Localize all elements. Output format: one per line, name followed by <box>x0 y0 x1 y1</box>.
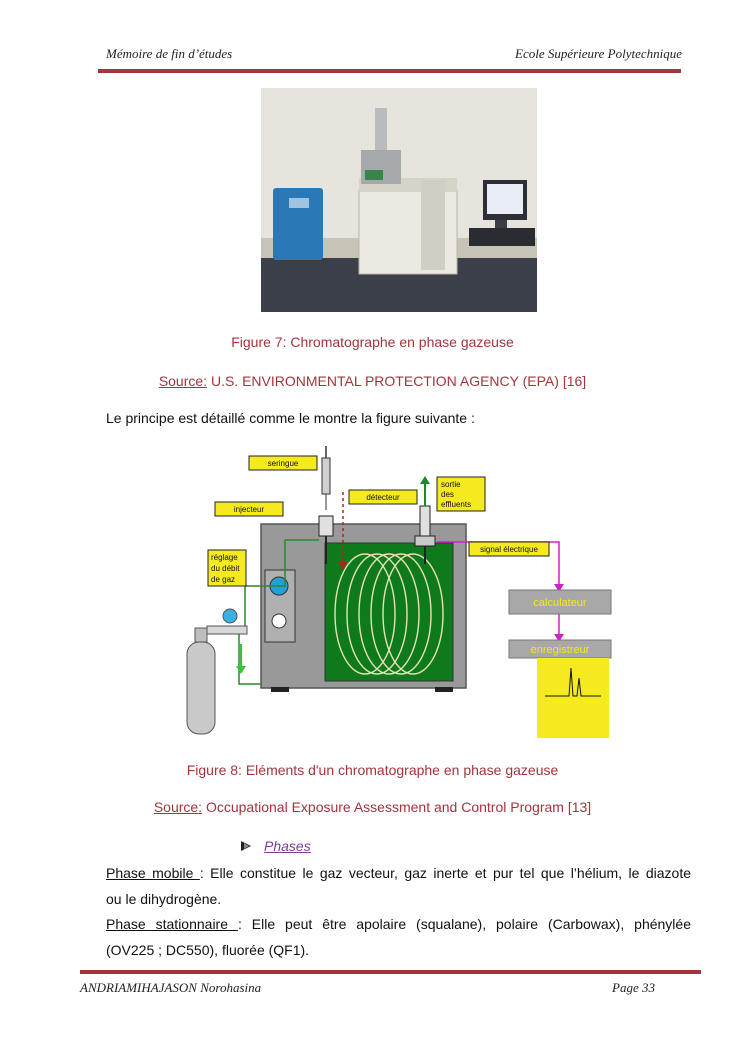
figure8-source-text: Occupational Exposure Assessment and Control Program [13] <box>202 799 592 815</box>
phase-stationnaire-label: Phase stationnaire <box>106 916 238 932</box>
figure7-caption: Figure 7: Chromatographe en phase gazeuse <box>231 334 514 350</box>
header-rule <box>98 69 681 73</box>
label-sortie-3: effluents <box>441 500 472 509</box>
header-left: Mémoire de fin d’études <box>106 46 233 61</box>
figure7-source-text: U.S. ENVIRONMENTAL PROTECTION AGENCY (EPA) [16] <box>207 373 587 389</box>
phase-stationnaire-line2: (OV225 ; DC550), fluorée (QF1). <box>106 942 310 958</box>
figure7-source-label: Source: <box>158 373 208 389</box>
label-calculateur: calculateur <box>533 597 587 609</box>
label-seringue: seringue <box>267 459 299 468</box>
phase-stationnaire-text: : Elle peut être apolaire (squalane), polaire (Carbowax), phénylée <box>237 916 691 932</box>
phase-mobile-line2: ou le dihydrogène. <box>106 891 222 907</box>
label-sortie-2: des <box>441 490 454 499</box>
phase-mobile-label: Phase mobile <box>106 865 200 881</box>
label-reglage-3: de gaz <box>211 575 236 584</box>
chromatograph-photo <box>261 88 537 312</box>
bullet-arrow-icon <box>241 841 253 851</box>
phase-stationnaire-line1 <box>106 911 691 937</box>
label-enregistreur: enregistreur <box>530 644 590 656</box>
label-injecteur: injecteur <box>233 505 265 514</box>
footer-page-number: Page 33 <box>612 980 655 995</box>
label-reglage-2: du débit <box>211 564 240 573</box>
footer-left: ANDRIAMIHAJASON Norohasina <box>80 980 262 995</box>
figure8-source <box>0 799 745 815</box>
label-signal: signal électrique <box>480 545 538 554</box>
footer-rule <box>80 970 701 974</box>
phases-heading[interactable]: Phases <box>264 838 311 854</box>
figure8-caption: Figure 8: Eléments d'un chromatographe en phase gazeuse <box>186 762 559 778</box>
header-right: Ecole Supérieure Polytechnique <box>515 46 683 61</box>
label-detecteur: détecteur <box>366 493 400 502</box>
phase-mobile-line1 <box>106 860 691 886</box>
label-sortie-1: sortie <box>441 480 461 489</box>
figure8-source-label: Source: <box>153 799 203 815</box>
figure7-source <box>0 373 745 389</box>
gc-diagram <box>185 446 613 738</box>
label-reglage-1: réglage <box>211 553 238 562</box>
intro-text: Le principe est détaillé comme le montre la figure suivante : <box>106 410 475 426</box>
phase-mobile-text: : Elle constitue le gaz vecteur, gaz inerte et pur tel que l’hélium, le diazote <box>199 865 691 881</box>
